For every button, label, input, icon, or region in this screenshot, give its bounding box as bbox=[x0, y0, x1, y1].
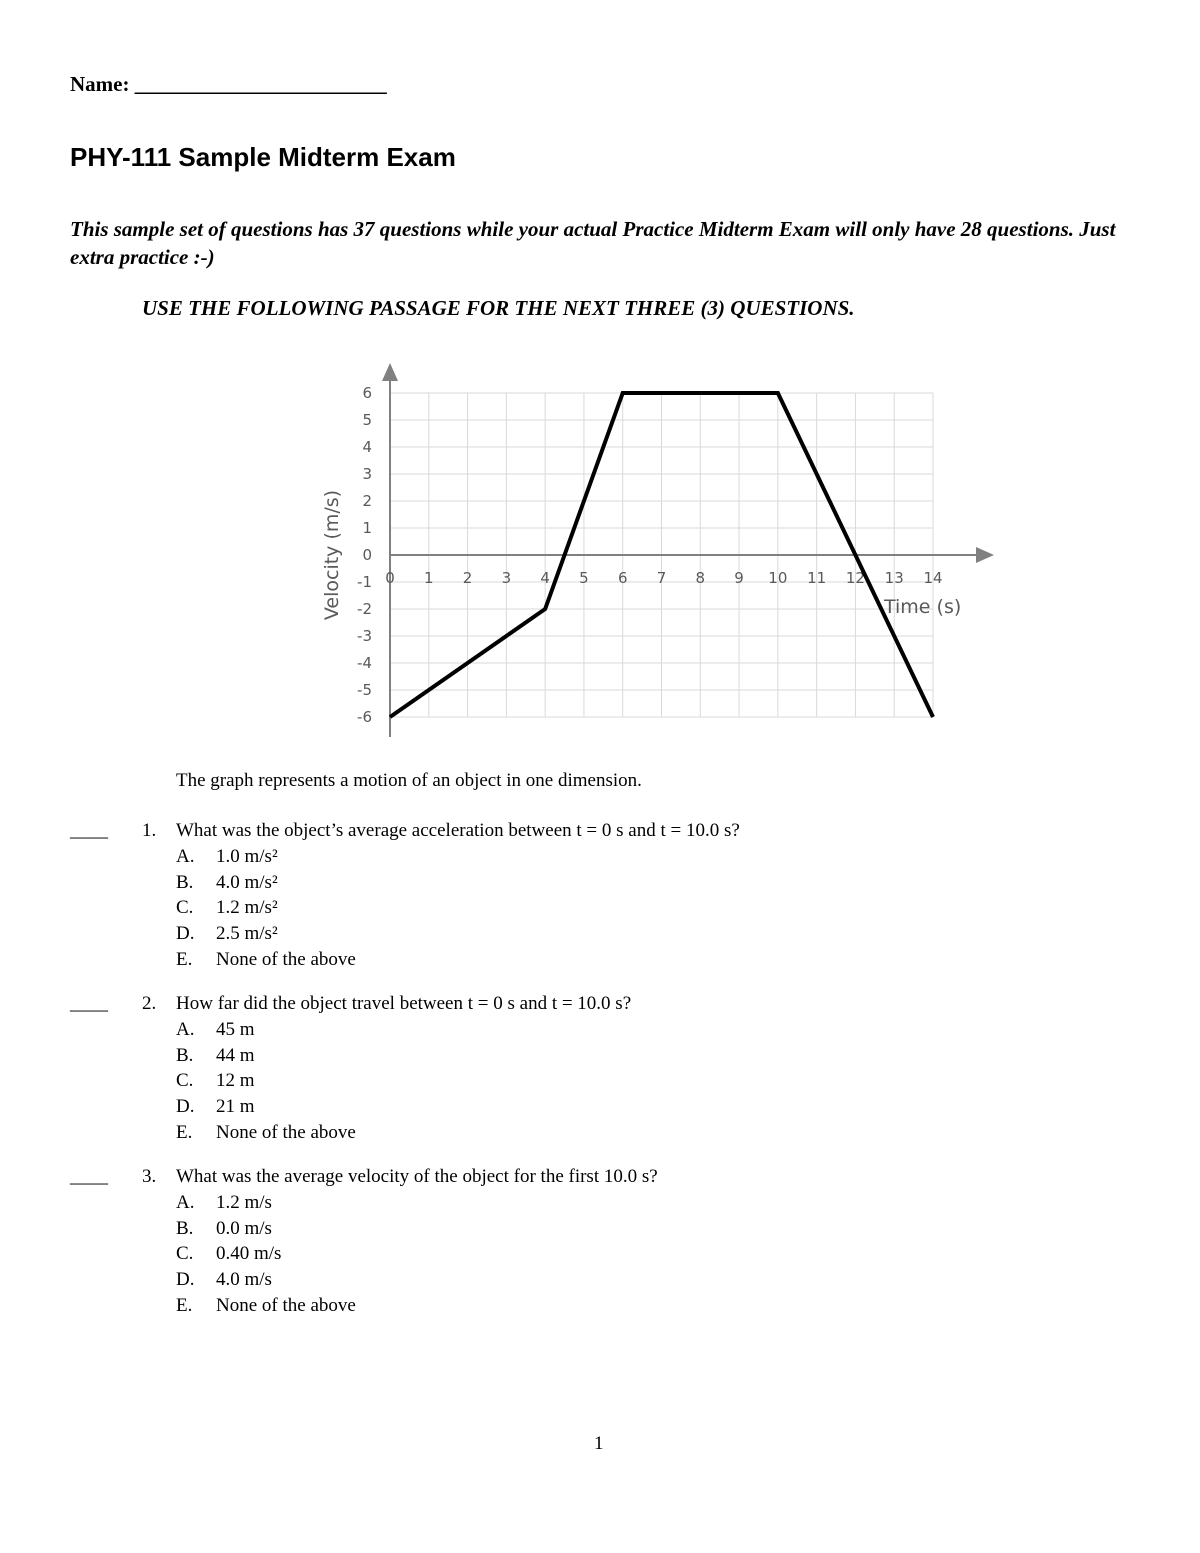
option-letter: A. bbox=[176, 1019, 195, 1040]
x-axis-label: Time (s) bbox=[884, 596, 962, 618]
y-tick-label: -3 bbox=[357, 627, 372, 645]
option-text: None of the above bbox=[216, 948, 356, 970]
option-text: 1.2 m/s bbox=[216, 1192, 272, 1213]
y-axis-label: Velocity (m/s) bbox=[321, 489, 343, 621]
option-text: 4.0 m/s bbox=[216, 1269, 272, 1291]
y-tick-label: 2 bbox=[362, 492, 372, 510]
x-tick-label: 3 bbox=[501, 569, 512, 587]
answer-option bbox=[176, 923, 278, 945]
answer-blank: ____ bbox=[70, 993, 108, 1014]
answer-option bbox=[176, 1218, 272, 1240]
x-tick-label: 14 bbox=[923, 569, 943, 587]
x-tick-label: 4 bbox=[540, 569, 550, 587]
y-tick-label: -1 bbox=[357, 573, 372, 591]
x-tick-label: 9 bbox=[734, 569, 744, 587]
option-letter: B. bbox=[176, 871, 194, 893]
answer-option bbox=[176, 1192, 272, 1214]
answer-blank: ____ bbox=[70, 1166, 108, 1187]
x-tick-label: 5 bbox=[579, 569, 589, 587]
y-tick-label: 4 bbox=[362, 438, 372, 456]
x-tick-label: 6 bbox=[617, 569, 628, 587]
option-letter: A. bbox=[176, 1192, 195, 1213]
answer-option bbox=[176, 897, 278, 919]
question-text: How far did the object travel between t = 0 s and t = 10.0 s? bbox=[176, 993, 632, 1014]
question-number: 1. bbox=[142, 820, 157, 841]
option-text: 0.40 m/s bbox=[216, 1243, 282, 1265]
answer-option bbox=[176, 1019, 255, 1041]
option-letter: D. bbox=[176, 923, 195, 945]
option-letter: C. bbox=[176, 1070, 194, 1092]
answer-option bbox=[176, 846, 278, 868]
answer-option bbox=[176, 1122, 356, 1144]
answer-option bbox=[176, 949, 356, 971]
answer-option bbox=[176, 1096, 255, 1118]
exam-title: PHY-111 Sample Midterm Exam bbox=[70, 142, 456, 172]
question-number: 3. bbox=[142, 1166, 157, 1187]
option-letter: D. bbox=[176, 1096, 195, 1118]
answer-option bbox=[176, 872, 278, 894]
option-letter: A. bbox=[176, 846, 195, 867]
option-text: None of the above bbox=[216, 1294, 356, 1316]
x-tick-label: 7 bbox=[656, 569, 667, 587]
x-tick-label: 13 bbox=[884, 569, 904, 587]
answer-option bbox=[176, 1045, 255, 1067]
x-tick-label: 0 bbox=[385, 569, 395, 587]
x-tick-label: 12 bbox=[845, 569, 865, 587]
graph-caption: The graph represents a motion of an object in one dimension. bbox=[176, 770, 642, 791]
x-tick-label: 1 bbox=[424, 569, 434, 587]
y-tick-label: -5 bbox=[357, 681, 372, 699]
y-tick-label: 5 bbox=[362, 411, 372, 429]
velocity-time-graph bbox=[310, 355, 1010, 745]
answer-option bbox=[176, 1070, 255, 1092]
option-text: 1.0 m/s² bbox=[216, 846, 278, 867]
y-tick-label: -4 bbox=[357, 654, 372, 672]
x-tick-label: 10 bbox=[768, 569, 788, 587]
option-text: 1.2 m/s² bbox=[216, 897, 278, 919]
option-letter: B. bbox=[176, 1217, 194, 1239]
y-tick-label: -6 bbox=[357, 708, 372, 726]
option-text: 4.0 m/s² bbox=[216, 871, 278, 893]
option-letter: E. bbox=[176, 1294, 193, 1316]
option-letter: E. bbox=[176, 1121, 193, 1143]
option-letter: B. bbox=[176, 1044, 194, 1066]
option-text: 21 m bbox=[216, 1096, 255, 1118]
chart-axes bbox=[382, 363, 994, 737]
name-field-line: Name: ________________________ bbox=[70, 72, 387, 96]
option-text: 0.0 m/s bbox=[216, 1217, 272, 1239]
y-tick-label: 3 bbox=[362, 465, 372, 483]
answer-option bbox=[176, 1269, 272, 1291]
option-text: 45 m bbox=[216, 1019, 255, 1040]
option-text: 44 m bbox=[216, 1044, 255, 1066]
question-text: What was the object’s average acceleration between t = 0 s and t = 10.0 s? bbox=[176, 820, 740, 841]
option-text: 12 m bbox=[216, 1070, 255, 1092]
y-axis-arrow-icon bbox=[382, 363, 398, 381]
option-letter: C. bbox=[176, 897, 194, 919]
option-letter: C. bbox=[176, 1243, 194, 1265]
answer-blank: ____ bbox=[70, 820, 108, 841]
question-text: What was the average velocity of the object for the first 10.0 s? bbox=[176, 1166, 658, 1187]
question-number: 2. bbox=[142, 993, 157, 1014]
option-letter: D. bbox=[176, 1269, 195, 1291]
x-tick-label: 2 bbox=[462, 569, 473, 587]
x-axis-arrow-icon bbox=[976, 547, 994, 563]
y-tick-label: -2 bbox=[357, 600, 372, 618]
answer-option bbox=[176, 1243, 281, 1265]
y-tick-label: 1 bbox=[362, 519, 372, 537]
passage-heading: USE THE FOLLOWING PASSAGE FOR THE NEXT THREE (3) QUESTIONS. bbox=[142, 296, 855, 320]
answer-option bbox=[176, 1295, 356, 1317]
page-number: 1 bbox=[594, 1433, 604, 1454]
x-tick-label: 8 bbox=[695, 569, 706, 587]
y-tick-label: 6 bbox=[362, 384, 372, 402]
x-tick-label: 11 bbox=[807, 569, 827, 587]
option-letter: E. bbox=[176, 948, 193, 970]
option-text: 2.5 m/s² bbox=[216, 923, 278, 945]
intro-note: This sample set of questions has 37 questions while your actual Practice Midterm Exam will only have 28 questions. Just extra practice :-) bbox=[70, 217, 1116, 269]
y-tick-label: 0 bbox=[362, 546, 372, 564]
option-text: None of the above bbox=[216, 1121, 356, 1143]
